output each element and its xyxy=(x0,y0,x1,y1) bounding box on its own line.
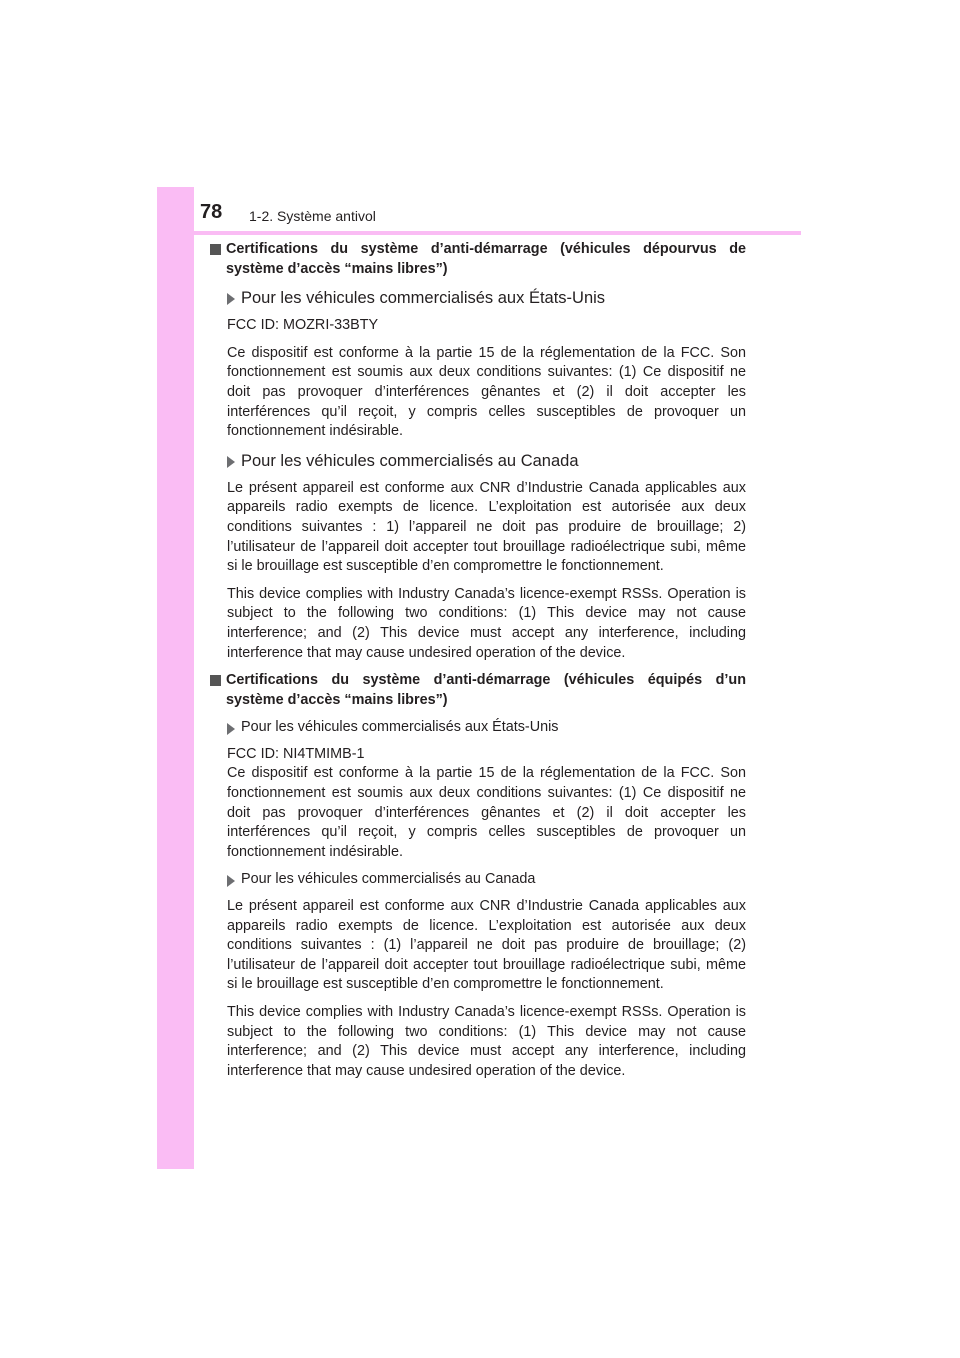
square-bullet-icon xyxy=(210,675,221,686)
paragraph: Le présent appareil est conforme aux CNR d’Industrie Canada applicables aux appareils radio exempts de licence. L’exploitation est autorisée aux deux conditions suivantes : (1) l’appareil ne doit pas produire de brouillage; (2) l’utilisateur de l’appareil doit accepter tout brouillage radioélectrique subi, même si le brouillage est susceptible d’en compromettre le fonctionnement. xyxy=(227,898,746,993)
section-with-smart-key xyxy=(210,671,746,1081)
section-heading xyxy=(210,240,746,279)
section-heading-text: Certifications du système d’anti-démarrage (véhicules dépourvus de système d’accès “mains libres”) xyxy=(226,241,746,277)
paragraph: Ce dispositif est conforme à la partie 15 de la réglementation de la FCC. Son fonctionnement est soumis aux deux conditions suivantes: (1) Ce dispositif ne doit pas provoquer d’interférences gênantes et (2) il doit accepter les interférences qu’il reçoit, y compris celles susceptibles de provoquer un fonctionnement indésirable. xyxy=(227,344,746,440)
paragraph: FCC ID: NI4TMIMB-1 Ce dispositif est conforme à la partie 15 de la réglementation de la FCC. Son fonctionnement est soumis aux deux conditions suivantes: (1) Ce dispositif ne doit pas provoquer d’interférences gênantes et (2) il doit accepter les interférences qu’il reçoit, y compris celles susceptibles de provoquer un fonctionnement indésirable. xyxy=(227,745,746,860)
section-heading xyxy=(210,671,746,710)
subsection-title xyxy=(227,870,746,890)
section-without-smart-key xyxy=(210,240,746,663)
subsection-title-text: Pour les véhicules commercialisés au Canada xyxy=(241,451,579,470)
page-number: 78 xyxy=(200,201,223,223)
subsection-title xyxy=(227,287,746,309)
section-title: 1-2. Système antivol xyxy=(249,208,376,224)
paragraph: This device complies with Industry Canada’s licence-exempt RSSs. Operation is subject to the following two conditions: (1) This device may not cause interference; and (2) This device must accept any interference, including interference that may cause undesired operation of the device. xyxy=(227,1004,746,1079)
subsection-title-text: Pour les véhicules commercialisés aux États-Unis xyxy=(241,289,606,308)
arrow-bullet-icon xyxy=(227,293,235,305)
subsection-title xyxy=(227,450,746,472)
header-rule xyxy=(194,231,801,235)
arrow-bullet-icon xyxy=(227,456,235,468)
paragraph: This device complies with Industry Canada’s licence-exempt RSSs. Operation is subject to the following two conditions: (1) This device may not cause interference; and (2) This device must accept any interference, including interference that may cause undesired operation of the device. xyxy=(227,585,746,661)
paragraph: FCC ID: MOZRI-33BTY xyxy=(227,317,379,334)
subsection-title xyxy=(227,718,746,738)
subsection-title-text: Pour les véhicules commercialisés au Canada xyxy=(241,871,536,888)
section-heading-text: Certifications du système d’anti-démarrage (véhicules équipés d’un système d’accès “mains libres”) xyxy=(226,672,746,708)
paragraph: Le présent appareil est conforme aux CNR d’Industrie Canada applicables aux appareils radio exempts de licence. L’exploitation est autorisée aux deux conditions suivantes : 1) l’appareil ne doit pas produire de brouillage; 2) l’utilisateur de l’appareil doit accepter tout brouillage radioélectrique subi, même si le brouillage est susceptible d’en compromettre le fonctionnement. xyxy=(227,479,746,575)
arrow-bullet-icon xyxy=(227,875,235,887)
subsection-title-text: Pour les véhicules commercialisés aux États-Unis xyxy=(241,719,559,736)
document-body xyxy=(210,240,746,1089)
square-bullet-icon xyxy=(210,244,221,255)
side-color-band xyxy=(157,187,194,1169)
arrow-bullet-icon xyxy=(227,723,235,735)
